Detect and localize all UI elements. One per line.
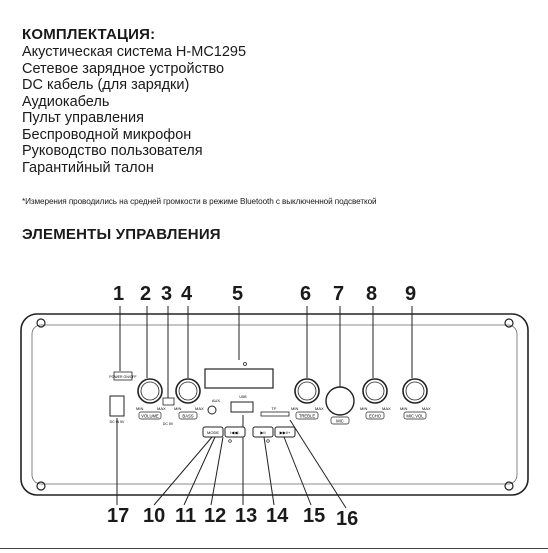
dc-5v-label: DC 5V (162, 422, 174, 426)
ir-sensor-icon (244, 363, 247, 366)
bass-label: BASS (182, 413, 194, 419)
min-label: MIN (400, 406, 408, 411)
treble-knob[interactable] (295, 379, 319, 403)
list-item: Акустическая система H-MC1295 (22, 44, 247, 60)
callout-number: 4 (181, 283, 193, 305)
mic-volume-knob[interactable] (403, 379, 427, 403)
prev-label: I◀◀/- (230, 430, 240, 435)
list-item: Беспроводной микрофон (22, 126, 192, 143)
controls-heading: ЭЛЕМЕНТЫ УПРАВЛЕНИЯ (22, 226, 221, 243)
next-label: ▶▶I/+ (279, 430, 291, 435)
treble-label: TREBLE (298, 413, 316, 419)
mic-jack[interactable] (326, 387, 354, 415)
mic-volume-label: MIC.VOL (406, 413, 424, 419)
max-label: MAX (195, 406, 204, 411)
screw-icon (37, 482, 45, 490)
callout-number: 8 (366, 283, 378, 305)
usb-label: USB (239, 395, 247, 399)
min-label: MIN (174, 406, 182, 411)
dc-in-label: DC IN 5V (109, 420, 125, 424)
footnote: *Измерения проводились на средней громкости в режиме Bluetooth с выключенной подсветкой (22, 197, 377, 206)
callout-number: 14 (266, 505, 289, 527)
callout-number: 7 (333, 283, 345, 305)
max-label: MAX (382, 406, 391, 411)
list-item: Аудиокабель (22, 93, 110, 110)
display-screen (205, 369, 273, 388)
callout-number: 17 (107, 505, 130, 527)
play-pause-label: ▶II (260, 430, 266, 435)
max-label: MAX (157, 406, 166, 411)
mode-label: MODE (207, 430, 219, 435)
volume-knob[interactable] (138, 379, 162, 403)
tf-card-slot[interactable] (261, 412, 289, 416)
callout-number: 15 (303, 505, 326, 527)
callout-number: 13 (235, 505, 258, 527)
panel-inner-outline (32, 325, 517, 484)
volume-label: VOLUME (141, 413, 159, 419)
echo-knob[interactable] (363, 379, 387, 403)
usb-port[interactable] (231, 402, 253, 412)
echo-label: ECHO (368, 413, 382, 419)
bass-knob[interactable] (176, 379, 200, 403)
callout-number: 16 (336, 508, 359, 530)
dc-5v-port[interactable] (163, 398, 174, 405)
callout-number: 5 (232, 283, 244, 305)
indicator-icon (267, 440, 270, 443)
power-label: POWER ON/OFF (109, 375, 137, 379)
callout-number: 10 (143, 505, 166, 527)
bottom-rule (0, 548, 548, 549)
callout-number: 3 (161, 283, 173, 305)
callout-number: 11 (175, 505, 197, 527)
max-label: MAX (422, 406, 431, 411)
callout-number: 6 (300, 283, 312, 305)
list-item: Руководство пользователя (22, 143, 203, 159)
tf-label: TF (271, 406, 277, 411)
list-item: DC кабель (для зарядки) (22, 77, 190, 93)
min-label: MIN (360, 406, 368, 411)
dc-in-port[interactable] (110, 396, 124, 416)
list-item: Пульт управления (22, 110, 144, 126)
min-label: MIN (291, 406, 299, 411)
kit-heading: КОМПЛЕКТАЦИЯ: (22, 26, 156, 43)
indicator-icon (229, 440, 232, 443)
aux-label: AUX (211, 398, 221, 403)
aux-jack[interactable] (208, 406, 216, 414)
callout-number: 12 (204, 505, 227, 527)
panel-outline (21, 314, 528, 495)
callout-number: 2 (140, 283, 152, 305)
screw-icon (37, 319, 45, 327)
list-item: Гарантийный талон (22, 159, 154, 176)
callout-number: 1 (113, 283, 125, 305)
screw-icon (505, 319, 513, 327)
mic-label: MIC (336, 418, 344, 424)
list-item: Сетевое зарядное устройство (22, 60, 225, 77)
screw-icon (505, 482, 513, 490)
callout-number: 9 (405, 283, 417, 305)
max-label: MAX (315, 406, 324, 411)
min-label: MIN (136, 406, 144, 411)
